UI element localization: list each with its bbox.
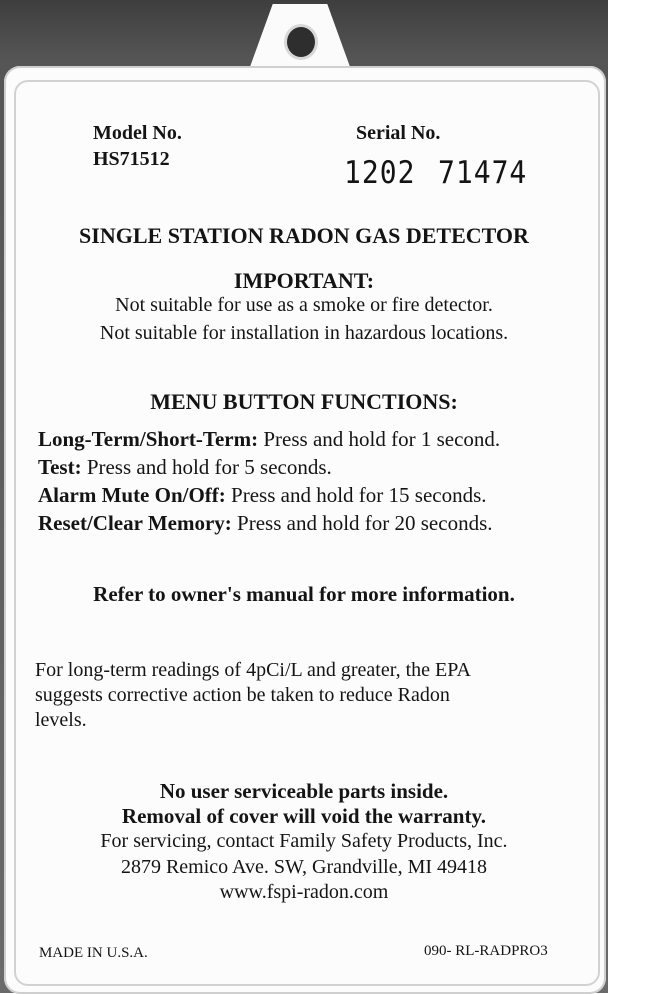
menu-item-alarm-mute: [38, 483, 487, 508]
menu-item-test: [38, 455, 332, 480]
serial-value-part2: 71474: [438, 154, 528, 191]
product-title: SINGLE STATION RADON GAS DETECTOR: [79, 223, 529, 248]
epa-line-1: For long-term readings of 4pCi/L and greater, the EPA: [35, 659, 471, 681]
serial-label: Serial No.: [356, 122, 441, 144]
model-label: Model No.: [93, 122, 182, 144]
service-website: www.fspi-radon.com: [219, 881, 389, 903]
important-line-2: Not suitable for installation in hazardous locations.: [99, 322, 509, 344]
model-value: HS71512: [93, 148, 170, 170]
menu-item-desc: Press and hold for 5 seconds.: [81, 455, 332, 479]
menu-item-name: Reset/Clear Memory:: [38, 511, 232, 535]
refer-manual-note: Refer to owner's manual for more information.: [93, 582, 515, 606]
serial-value-part1: 1202: [344, 154, 416, 191]
important-line-1: Not suitable for use as a smoke or fire detector.: [115, 294, 493, 316]
menu-item-desc: Press and hold for 1 second.: [258, 427, 501, 451]
epa-line-3: levels.: [35, 709, 87, 731]
service-line-3: For servicing, contact Family Safety Products, Inc.: [100, 830, 508, 852]
important-heading: IMPORTANT:: [233, 268, 375, 293]
service-line-2: Removal of cover will void the warranty.: [121, 804, 487, 828]
service-line-1: No user serviceable parts inside.: [159, 779, 449, 803]
menu-item-long-short-term: [38, 427, 500, 452]
menu-item-name: Test:: [38, 455, 82, 479]
menu-item-name: Long-Term/Short-Term:: [38, 427, 259, 451]
menu-item-desc: Press and hold for 20 seconds.: [231, 511, 493, 535]
hanger-hole: [284, 24, 318, 60]
made-in-usa: MADE IN U.S.A.: [39, 945, 148, 961]
part-number: 090- RL-RADPRO3: [424, 943, 548, 959]
menu-item-desc: Press and hold for 15 seconds.: [225, 483, 487, 507]
menu-item-name: Alarm Mute On/Off:: [38, 483, 226, 507]
epa-line-2: suggests corrective action be taken to reduce Radon: [35, 684, 450, 706]
menu-item-reset-clear: [38, 511, 493, 536]
menu-heading: MENU BUTTON FUNCTIONS:: [150, 389, 458, 414]
service-address: 2879 Remico Ave. SW, Grandville, MI 49418: [120, 856, 488, 878]
